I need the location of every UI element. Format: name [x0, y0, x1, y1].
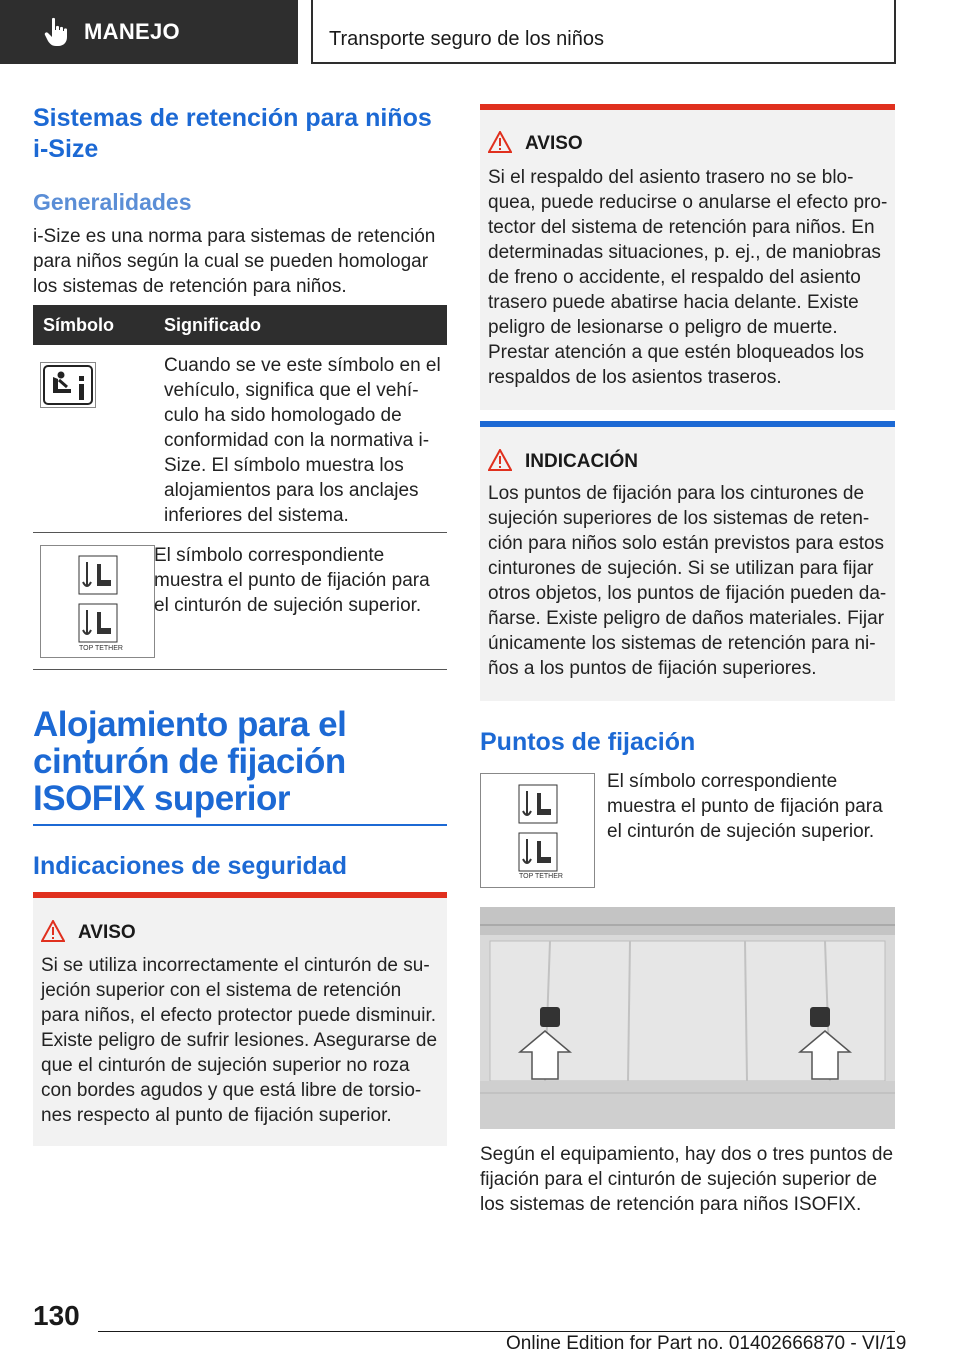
note-bar: [480, 421, 895, 427]
col-meaning: Significado: [164, 315, 262, 335]
isize-seat-icon: [40, 362, 96, 408]
heading-isize: Sistemas de retención para niños i-Size: [33, 104, 432, 163]
top-tether-caption: TOP TETHER: [79, 645, 123, 652]
table-row: [33, 533, 447, 670]
note-text: Los puntos de fijación para los cinturones de sujeción superiores de los sistemas de retención para niños solo están previstos para estos cinturones de sujeción. Si se utilizan para fijar otros objetos, los puntos de fijación pueden dañarse. Existe peligro de daños materiales. Fijar únicamente los sistemas de retención para niños a los puntos de fijación superiores.: [488, 483, 887, 679]
heading-indicaciones: Indicaciones de seguridad: [33, 852, 347, 880]
warning-triangle-icon: [488, 449, 512, 471]
warning-triangle-icon: [488, 131, 512, 153]
header-section-label: MANEJO: [84, 19, 180, 44]
header-section-tab: [0, 0, 298, 64]
table-row: [33, 345, 447, 533]
warning-bar: [33, 892, 447, 898]
page-title: Transporte seguro de los niños: [329, 28, 604, 50]
footer-edition: Online Edition for Part no. 01402666870 - VI/19: [506, 1333, 907, 1354]
hand-pointer-icon: [40, 15, 74, 49]
top-tether-icon: [40, 545, 155, 658]
row-meaning-text: El símbolo correspondiente muestra el punto de fijación para el cinturón de sujeción superior.: [154, 545, 430, 616]
note-box: [480, 421, 895, 701]
intro-paragraph: i-Size es una norma para sistemas de retención para niños según la cual se pueden homologar los sistemas de retención para niños.: [33, 226, 436, 297]
row-meaning-text: Cuando se ve este símbolo en el vehículo, significa que el vehículo ha sido homologado de conformidad con la normativa i-Size. El símbolo muestra los alojamientos para los anclajes inferiores del sistema.: [164, 355, 441, 526]
warning-title: AVISO: [78, 922, 136, 943]
heading-puntos: Puntos de fijación: [480, 728, 696, 756]
warning-text: Si el respaldo del asiento trasero no se bloquea, puede reducirse o anularse el efecto protector del sistema de retención para niños. En determinadas situaciones, p. ej., de maniobras de freno o accidente, el respaldo del asiento trasero puede abatirse hacia delante. Existe peligro de lesionarse o peligro de muerte. Prestar atención a que estén bloqueados los respaldos de los asientos traseros.: [488, 167, 888, 388]
top-tether-icon: [480, 773, 595, 888]
col-symbol: Símbolo: [43, 315, 114, 335]
header-title-box: [311, 0, 896, 64]
heading-rule: [33, 824, 447, 826]
warning-title: AVISO: [525, 133, 583, 154]
warning-triangle-icon: [41, 920, 65, 942]
heading-alojamiento: Alojamiento para el cinturón de fijación ISOFIX superior: [33, 705, 347, 818]
top-tether-caption: TOP TETHER: [519, 873, 563, 880]
footer-rule: [98, 1331, 895, 1332]
heading-general: Generalidades: [33, 189, 192, 215]
note-title: INDICACIÓN: [525, 451, 638, 472]
puntos-text: El símbolo correspondiente muestra el punto de fijación para el cinturón de sujeción superior.: [607, 771, 883, 842]
trunk-anchor-photo: [480, 907, 895, 1129]
page-number: 130: [33, 1300, 80, 1331]
symbol-table-header: [33, 305, 447, 345]
warning-bar: [480, 104, 895, 110]
warning-box: [480, 104, 895, 410]
segun-paragraph: Según el equipamiento, hay dos o tres puntos de fijación para el cinturón de sujeción superior de los sistemas de retención para niños ISOFIX.: [480, 1144, 894, 1215]
warning-box: [33, 892, 447, 1146]
warning-text: Si se utiliza incorrectamente el cinturón de sujeción superior con el sistema de retención para niños, el efecto protector puede disminuir. Existe peligro de sufrir lesiones. Asegurarse de que el cinturón de sujeción superior no roza con bordes agudos y que está libre de torsiones respecto al punto de fijación superior.: [41, 955, 438, 1126]
